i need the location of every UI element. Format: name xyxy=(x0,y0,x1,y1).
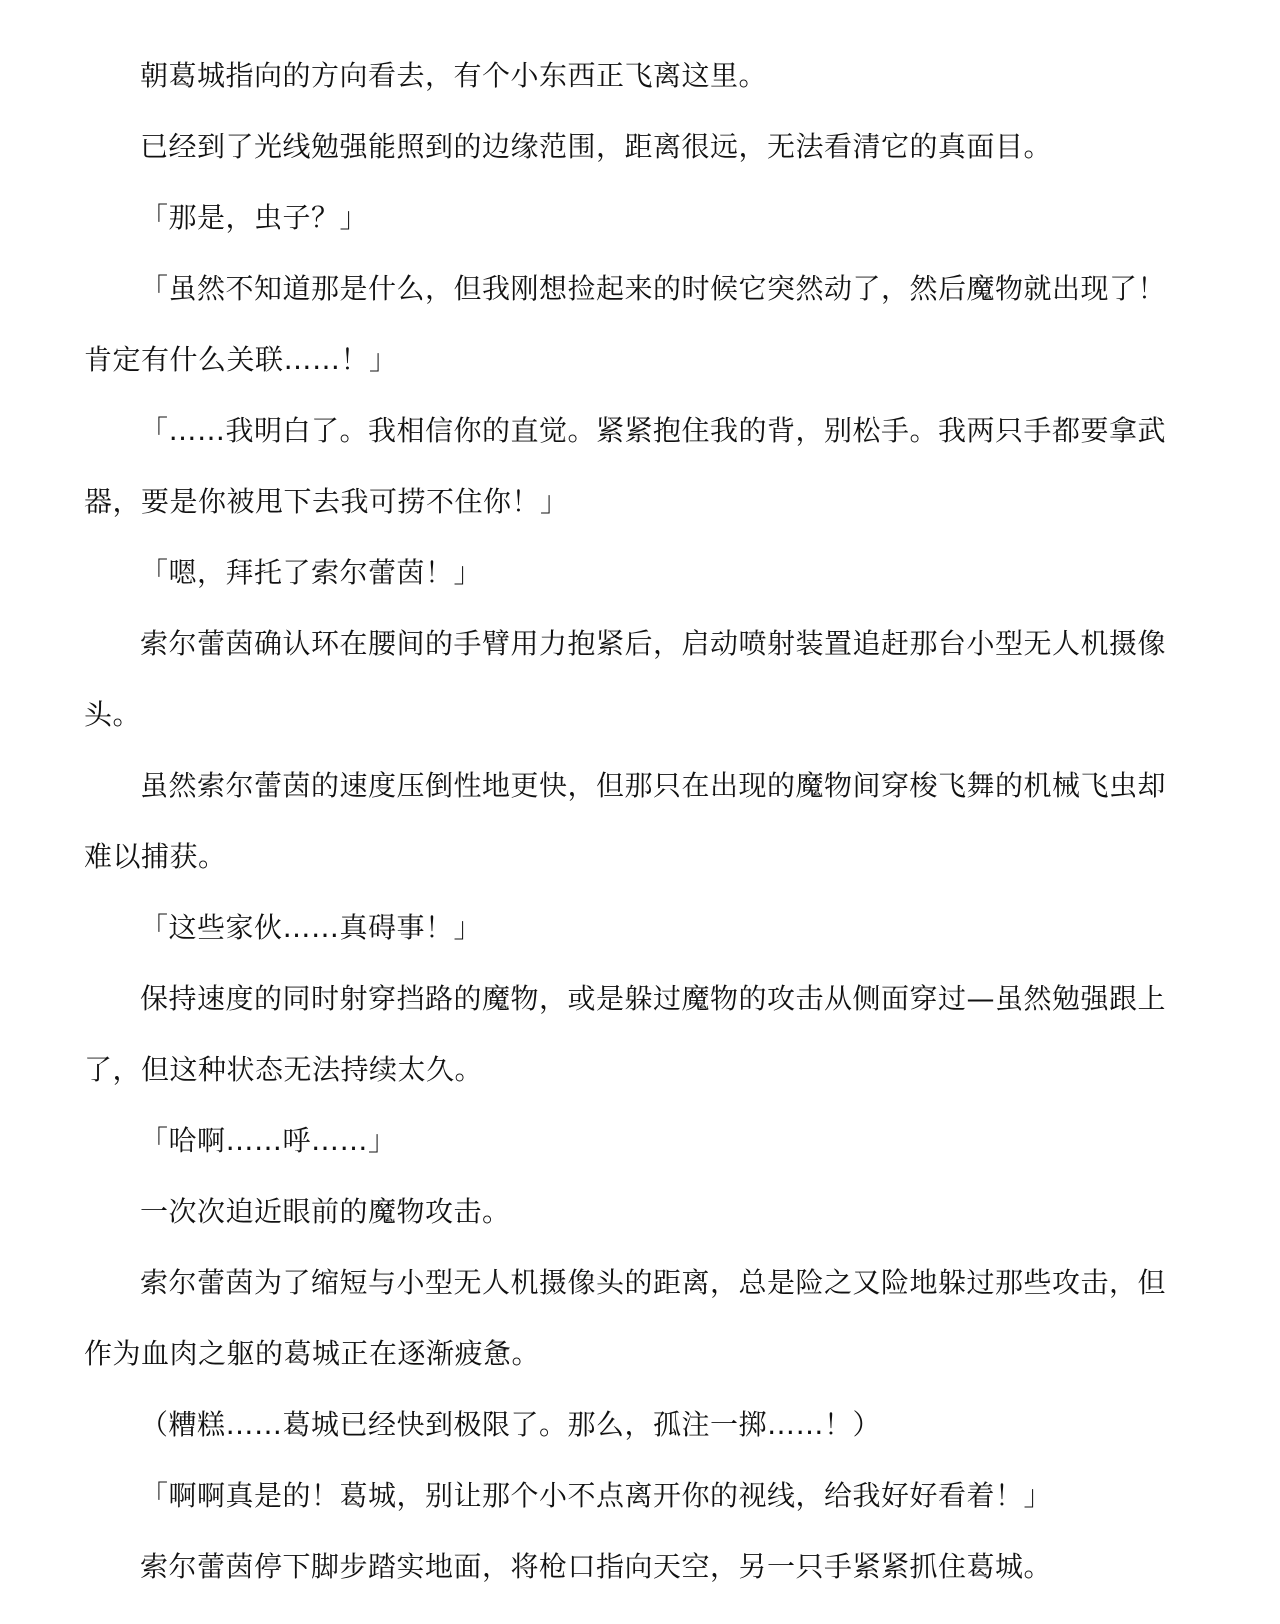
paragraph-5: 保持速度的同时射穿挡路的魔物，或是躲过魔物的攻击从侧面穿过—虽然勉强跟上了，但这种状态无法持续太久。 xyxy=(84,982,1167,1086)
document-body xyxy=(84,40,1184,1602)
paragraph-7: 索尔蕾茵为了缩短与小型无人机摄像头的距离，总是险之又险地躲过那些攻击，但作为血肉之躯的葛城正在逐渐疲惫。 xyxy=(84,1266,1167,1370)
paragraph-4: 虽然索尔蕾茵的速度压倒性地更快，但那只在出现的魔物间穿梭飞舞的机械飞虫却难以捕获。 xyxy=(84,769,1167,873)
dialogue-line-2: 「虽然不知道那是什么，但我刚想捡起来的时候它突然动了，然后魔物就出现了！肯定有什么关联……！」 xyxy=(84,272,1167,376)
dialogue-line-1: 「那是，虫子？」 xyxy=(140,201,369,234)
paragraph-3: 索尔蕾茵确认环在腰间的手臂用力抱紧后，启动喷射装置追赶那台小型无人机摄像头。 xyxy=(84,627,1167,731)
dialogue-line-7: 「啊啊真是的！葛城，别让那个小不点离开你的视线，给我好好看着！」 xyxy=(140,1479,1053,1512)
dialogue-line-3: 「……我明白了。我相信你的直觉。紧紧抱住我的背，别松手。我两只手都要拿武器，要是你被甩下去我可捞不住你！」 xyxy=(84,414,1167,518)
dialogue-line-6: 「哈啊……呼……」 xyxy=(140,1124,397,1157)
paragraph-8: 索尔蕾茵停下脚步踏实地面，将枪口指向天空，另一只手紧紧抓住葛城。 xyxy=(140,1550,1053,1583)
inner-thought-line: （糟糕……葛城已经快到极限了。那么，孤注一掷……！） xyxy=(140,1408,882,1441)
paragraph-6: 一次次迫近眼前的魔物攻击。 xyxy=(140,1195,511,1228)
dialogue-line-5: 「这些家伙……真碍事！」 xyxy=(140,911,483,944)
paragraph-2: 已经到了光线勉强能照到的边缘范围，距离很远，无法看清它的真面目。 xyxy=(140,130,1053,163)
dialogue-line-4: 「嗯，拜托了索尔蕾茵！」 xyxy=(140,556,483,589)
paragraph-1: 朝葛城指向的方向看去，有个小东西正飞离这里。 xyxy=(140,59,768,92)
